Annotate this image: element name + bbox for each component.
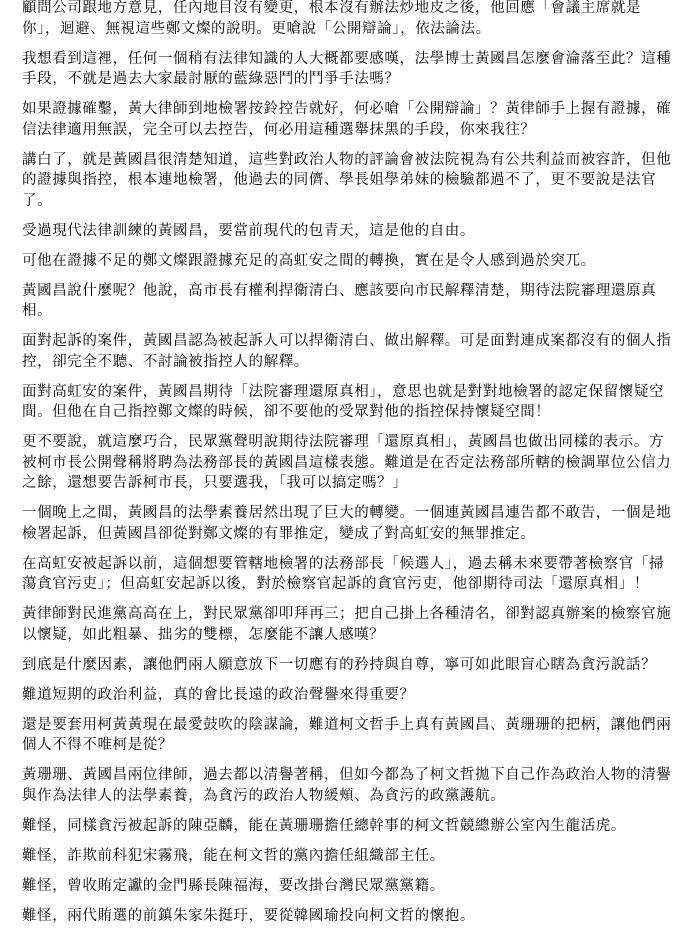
- post-paragraph: 黃律師對民進黨高高在上，對民眾黨卻叩拜再三；把自己掛上各種清名，卻對認真辦案的檢察官施以懷疑，如此粗暴、拙劣的雙標，怎麼能不讓人感嘆？: [22, 606, 672, 643]
- post-paragraph: 在高虹安被起訴以前，這個想要管轄地檢署的法務部長「候選人」，過去稱未來要帶著檢察官「掃蕩貪官污吏」；但高虹安起訴以後，對於檢察官起訴的貪官污吏，他卻期待司法「還原真相」！: [22, 555, 665, 592]
- post-paragraph: 黃珊珊、黃國昌兩位律師，過去都以清譽著稱，但如今都為了柯文哲拋下自己作為政治人物的清譽與作為法律人的法學素養，為貪污的政治人物緩頰、為貪污的政黨護航。: [22, 767, 672, 804]
- post-paragraph: 難怪，曾收賄定讞的金門縣長陳福海，要改掛台灣民眾黨黨籍。: [22, 877, 445, 894]
- post-paragraph: 難怪，詐欺前科犯宋霧飛，能在柯文哲的黨內擔任組織部主任。: [22, 847, 445, 864]
- post-paragraph: 難怪，兩代賄選的前鎮朱家朱挺玗，要從韓國瑜投向柯文哲的懷抱。: [22, 907, 475, 924]
- post-paragraph: 到底是什麼因素，讓他們兩人願意放下一切應有的矜持與自尊，寧可如此眼盲心瞎為貪污說話？: [22, 656, 657, 673]
- post-paragraph: 講白了，就是黃國昌很清楚知道，這些對政治人物的評論會被法院視為有公共利益而被容許，但他的證據與指控，根本連地檢署，他過去的同儕、學長姐學弟妹的檢驗都過不了，更不要說是法官了。: [22, 151, 672, 209]
- post-paragraph: 顧問公司跟地方意見，任內地目沒有變更，根本沒有辦法炒地皮之後，他回應「會議主席就是你」，迴避、無視這些鄭文燦的說明。更嗆說「公開辯論」，依法論法。: [22, 0, 642, 37]
- post-paragraph: 我想看到這裡，任何一個稍有法律知識的人大概都要感嘆，法學博士黃國昌怎麼會淪落至此？這種手段，不就是過去大家最討厭的藍綠惡鬥的鬥爭手法嗎？: [22, 50, 672, 87]
- post-paragraph: 黃國昌說什麼呢？他說，高市長有權利捍衛清白、應該要向市民解釋清楚，期待法院審理還原真相。: [22, 282, 657, 319]
- post-paragraph: 如果證據確鑿，黃大律師到地檢署按鈴控告就好，何必嗆「公開辯論」？黃律師手上握有證據，確信法律適用無誤，完全可以去控告，何必用這種選舉抹黑的手段，你來我往？: [22, 101, 672, 138]
- post-paragraph: 面對高虹安的案件，黃國昌期待「法院審理還原真相」，意思也就是對對地檢署的認定保留懷疑空間。但他在自己指控鄭文燦的時候，卻不要他的受眾對他的指控保持懷疑空間！: [22, 383, 665, 420]
- post-paragraph: 一個晚上之間，黃國昌的法學素養居然出現了巨大的轉變。一個連黃國昌連告都不敢告，一個是地檢署起訴，但黃國昌卻從對鄭文燦的有罪推定，變成了對高虹安的無罪推定。: [22, 505, 672, 542]
- post-paragraph: 面對起訴的案件，黃國昌認為被起訴人可以捍衛清白、做出解釋。可是面對連成案都沒有的個人指控，卻完全不聽、不討論被指控人的解釋。: [22, 333, 672, 370]
- post-paragraph: 受過現代法律訓練的黃國昌，要當前現代的包青天，這是他的自由。: [22, 222, 475, 239]
- post-paragraph: 更不要說，就這麼巧合，民眾黨聲明說期待法院審理「還原真相」，黃國昌也做出同樣的表示。方被柯市長公開聲稱將聘為法務部長的黃國昌這樣表態。難道是在否定法務部所轄的檢調單位公信力之餘，還想要告訴柯市長，只要選我，「我可以搞定嗎？」: [22, 434, 672, 491]
- post-paragraph: 還是要套用柯黃黃現在最愛鼓吹的陰謀論，難道柯文哲手上真有黃國昌、黃珊珊的把柄，讓他們兩個人不得不唯柯是從？: [22, 716, 672, 753]
- post-paragraph: 可他在證據不足的鄭文燦跟證據充足的高虹安之間的轉換，實在是令人感到過於突兀。: [22, 252, 596, 269]
- post-paragraph: 難道短期的政治利益，真的會比長遠的政治聲譽來得重要？: [22, 686, 415, 703]
- post-paragraph: 難怪，同樣貪污被起訴的陳亞麟，能在黃珊珊擔任總幹事的柯文哲競總辦公室內生龍活虎。: [22, 817, 626, 834]
